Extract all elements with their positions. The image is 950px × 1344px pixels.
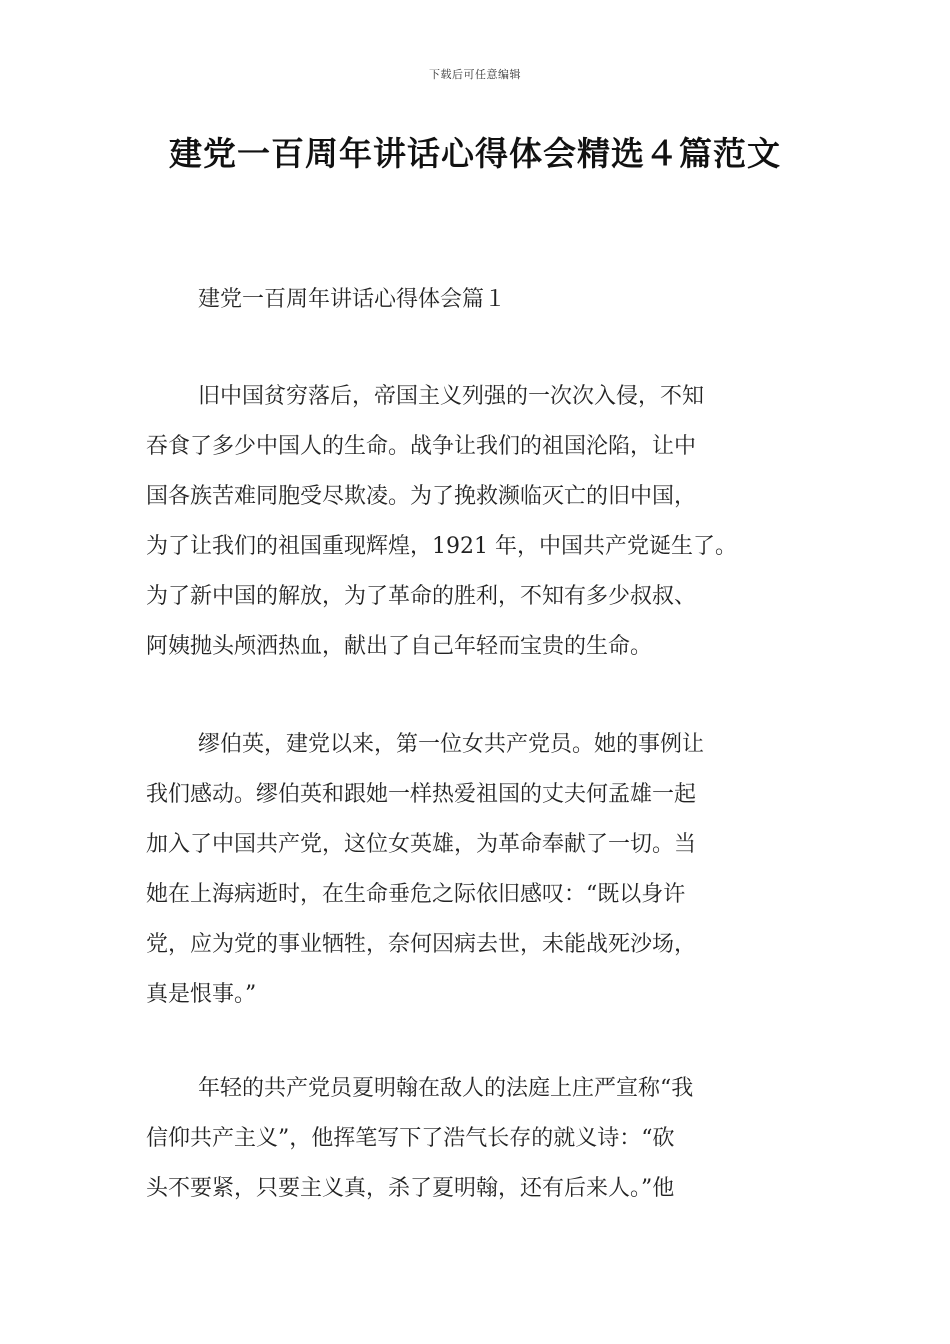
- page-title: 建党一百周年讲话心得体会精选４篇范文: [169, 134, 781, 173]
- section-heading: 建党一百周年讲话心得体会篇１: [198, 287, 507, 312]
- body-paragraph: 旧中国贫穷落后，帝国主义列强的一次次入侵，不知 吞食了多少中国人的生命。战争让我们的祖国沦陷，让中 国各族苦难同胞受尽欺凌。为了挽救濒临灭亡的旧中国， 为了让我们的祖国重现辉煌，1921 年，中国共产党诞生了。 为了新中国的解放，为了革命的胜利，不知有多少叔叔、 阿姨抛头颅洒热血，献出了自己年轻而宝贵的生命。: [146, 384, 737, 659]
- header-note: 下载后可任意编辑: [429, 68, 521, 81]
- body-paragraph: 缪伯英，建党以来，第一位女共产党员。她的事例让 我们感动。缪伯英和跟她一样热爱祖国的丈夫何孟雄一起 加入了中国共产党，这位女英雄，为革命奉献了一切。当 她在上海病逝时，在生命垂危之际依旧感叹：“既以身许 党，应为党的事业牺牲，奈何因病去世，未能战死沙场， 真是恨事。”: [146, 732, 705, 1007]
- body-paragraph: 年轻的共产党员夏明翰在敌人的法庭上庄严宣称“我 信仰共产主义”，他挥笔写下了浩气长存的就义诗：“砍 头不要紧，只要主义真，杀了夏明翰，还有后来人。”他: [146, 1076, 694, 1201]
